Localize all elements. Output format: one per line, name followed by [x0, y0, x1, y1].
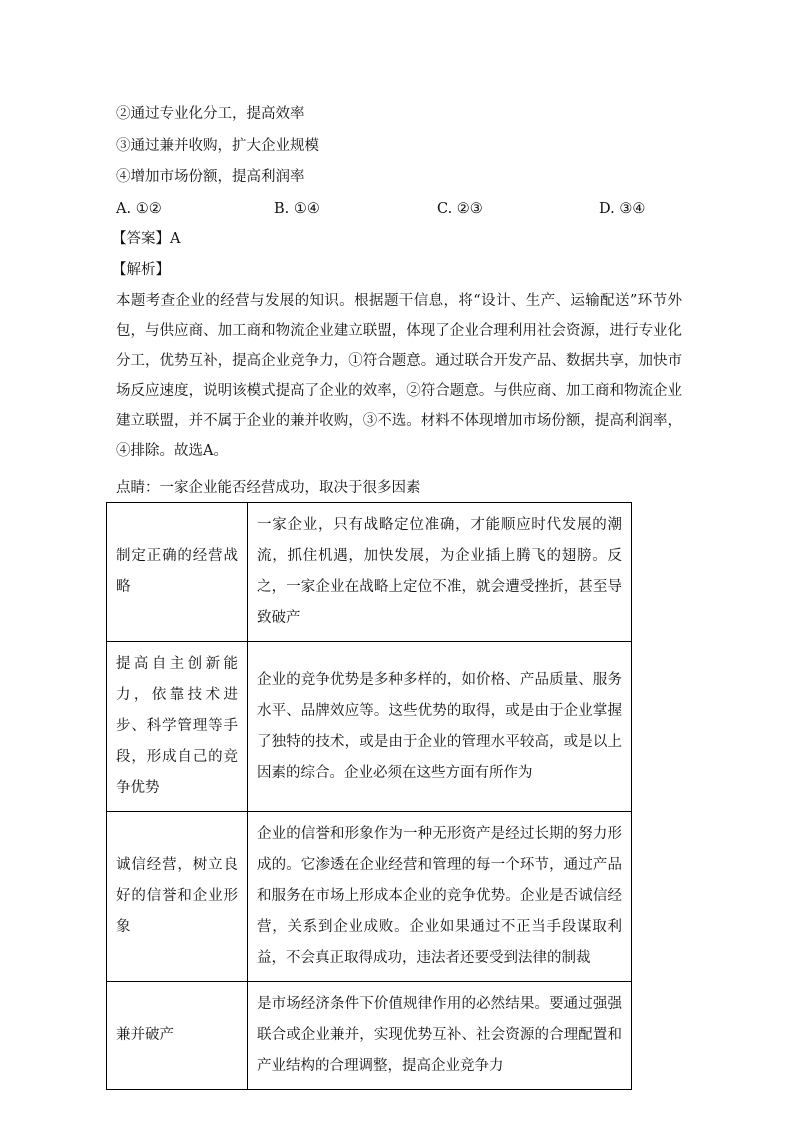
- table-cell-detail: 企业的信誉和形象作为一种无形资产是经过长期的努力形成的。它渗透在企业经营和管理的每一个环节，通过产品和服务在市场上形成本企业的竞争优势。企业是否诚信经营，关系到企业成败。企业如果通过不正当手段谋取利益，不会真正取得成功，违法者还要受到法律的制裁: [248, 812, 632, 982]
- table-cell-detail: 企业的竞争优势是多种多样的，如价格、产品质量、服务水平、品牌效应等。这些优势的取得，或是由于企业掌握了独特的技术，或是由于企业的管理水平较高，或是以上因素的综合。企业必须在这些方面有所作为: [248, 642, 632, 812]
- analysis-text: 本题考查企业的经营与发展的知识。根据题干信息，将“设计、生产、运输配送”环节外包，与供应商、加工商和物流企业建立联盟，体现了企业合理利用社会资源，进行专业化分工，优势互补，提高企业竞争力，①符合题意。通过联合开发产品、数据共享，加快市场反应速度，说明该模式提高了企业的效率，②符合题意。与供应商、加工商和物流企业建立联盟，并不属于企业的兼并收购，③不选。材料不体现增加市场份额，提高利润率，④排除。故选A。: [116, 293, 682, 459]
- table-cell-factor: 诚信经营，树立良好的信誉和企业形象: [107, 812, 248, 982]
- option-b: B. ①④: [274, 201, 320, 217]
- option-d: D. ③④: [599, 201, 646, 217]
- note-line: 点睛：一家企业能否经营成功，取决于很多因素: [116, 480, 421, 496]
- statement-2: ②通过专业化分工，提高效率: [116, 106, 305, 122]
- table-row: [107, 812, 632, 982]
- answer-line: 【答案】A: [112, 231, 181, 247]
- table-cell-detail: 是市场经济条件下价值规律作用的必然结果。要通过强强联合或企业兼并，实现优势互补、社会资源的合理配置和产业结构的合理调整，提高企业竞争力: [248, 982, 632, 1090]
- table-cell-factor: 提高自主创新能力，依靠技术进步、科学管理等手段，形成自己的竞争优势: [107, 642, 248, 812]
- option-c: C. ②③: [437, 201, 483, 217]
- table-row: [107, 642, 632, 812]
- table-cell-factor: 兼并破产: [107, 982, 248, 1090]
- table-row: [107, 503, 632, 642]
- table-row: [107, 982, 632, 1090]
- statement-3: ③通过兼并收购，扩大企业规模: [116, 138, 319, 154]
- table-cell-factor: 制定正确的经营战略: [107, 503, 248, 642]
- analysis-heading: 【解析】: [112, 262, 170, 278]
- table-cell-detail: 一家企业，只有战略定位准确，才能顺应时代发展的潮流，抓住机遇，加快发展，为企业插上腾飞的翅膀。反之，一家企业在战略上定位不准，就会遭受挫折，甚至导致破产: [248, 503, 632, 642]
- option-a: A. ①②: [116, 201, 162, 217]
- statement-4: ④增加市场份额，提高利润率: [116, 169, 305, 185]
- summary-table: [106, 502, 632, 1090]
